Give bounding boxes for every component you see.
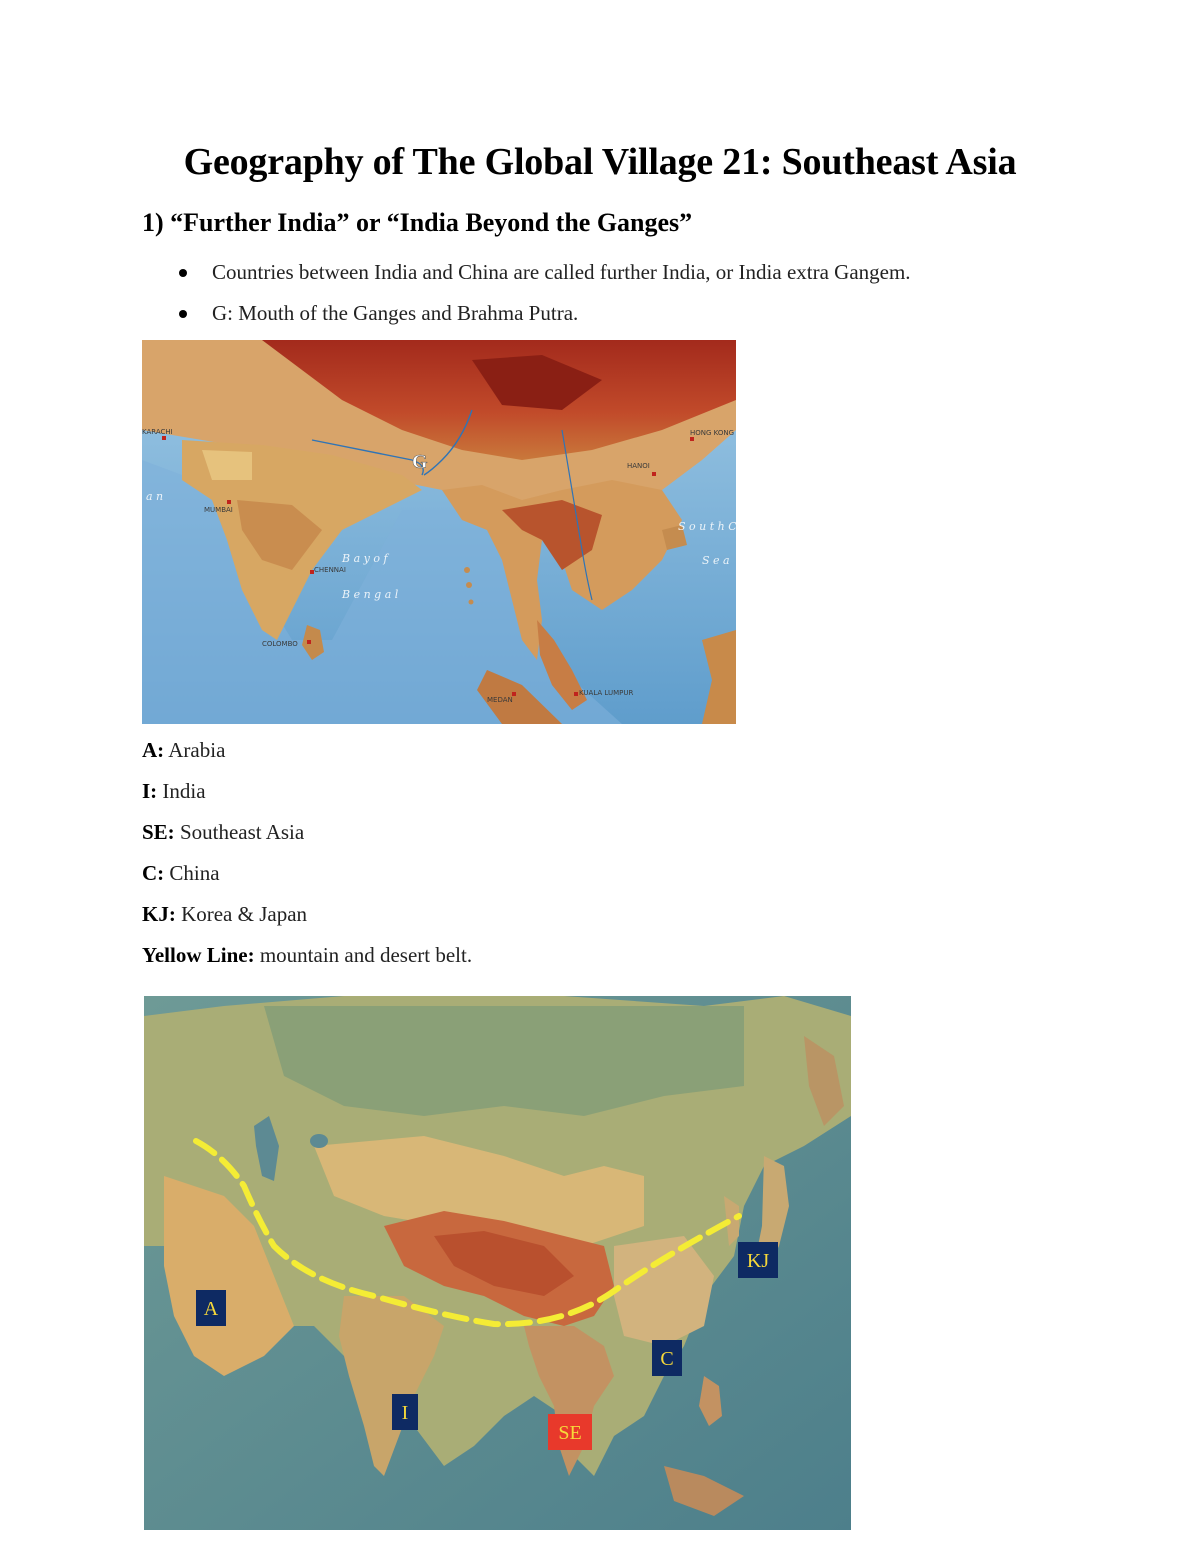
legend-value: Arabia	[164, 738, 226, 762]
svg-text:KJ: KJ	[746, 1250, 770, 1272]
map-marker-g: G	[412, 451, 428, 473]
section-heading: 1) “Further India” or “India Beyond the Ganges”	[142, 208, 693, 237]
map-label-medan: MEDAN	[487, 696, 513, 704]
svg-text:I: I	[401, 1402, 409, 1424]
legend-key: A:	[142, 738, 165, 762]
legend-item	[142, 859, 472, 900]
svg-text:A: A	[203, 1298, 219, 1320]
map-label-hong-kong: HONG KONG	[690, 429, 735, 437]
map-legend	[142, 736, 472, 982]
legend-item	[142, 941, 472, 982]
legend-item	[142, 777, 472, 818]
map-label-sea: S e a	[702, 554, 730, 567]
asia-regions-map	[144, 996, 851, 1530]
map-label-karachi: KARACHI	[142, 428, 173, 436]
bullet-icon	[179, 269, 187, 277]
legend-key: Yellow Line:	[142, 943, 255, 967]
map-label-colombo: COLOMBO	[262, 640, 298, 648]
further-india-map	[142, 340, 748, 724]
legend-item	[142, 818, 472, 859]
legend-item	[142, 736, 472, 777]
legend-key: C:	[142, 861, 165, 885]
document-title: Geography of The Global Village 21: Southeast Asia	[183, 141, 1017, 183]
region-label-korea-japan	[738, 1242, 778, 1278]
map-label-bengal: B e n g a l	[342, 588, 399, 601]
legend-value: India	[157, 779, 206, 803]
svg-text:C: C	[660, 1348, 674, 1370]
legend-key: KJ:	[142, 902, 176, 926]
svg-text:SE: SE	[558, 1422, 582, 1444]
map-label-chennai: CHENNAI	[314, 566, 346, 574]
bullet-text: Countries between India and China are called further India, or India extra Gangem.	[212, 260, 911, 284]
region-label-india	[392, 1394, 418, 1430]
map-label-arabian: a n	[146, 490, 164, 503]
legend-key: SE:	[142, 820, 175, 844]
legend-key: I:	[142, 779, 158, 803]
list-item	[212, 301, 578, 326]
legend-item	[142, 900, 472, 941]
region-label-china	[652, 1340, 682, 1376]
bullet-text: G: Mouth of the Ganges and Brahma Putra.	[212, 301, 579, 325]
map-label-hanoi: HANOI	[627, 462, 650, 470]
list-item	[212, 260, 911, 285]
map-label-kuala-lumpur: KUALA LUMPUR	[579, 689, 634, 697]
legend-value: mountain and desert belt.	[254, 943, 473, 967]
legend-value: China	[164, 861, 220, 885]
map-label-mumbai: MUMBAI	[204, 506, 233, 514]
legend-value: Southeast Asia	[174, 820, 305, 844]
legend-value: Korea & Japan	[175, 902, 308, 926]
map-label-bay-of: B a y o f	[342, 552, 388, 565]
region-label-arabia	[196, 1290, 226, 1326]
bullet-icon	[179, 310, 187, 318]
region-label-southeast-asia	[548, 1414, 592, 1450]
map-label-south-china: S o u t h C h	[678, 520, 748, 533]
